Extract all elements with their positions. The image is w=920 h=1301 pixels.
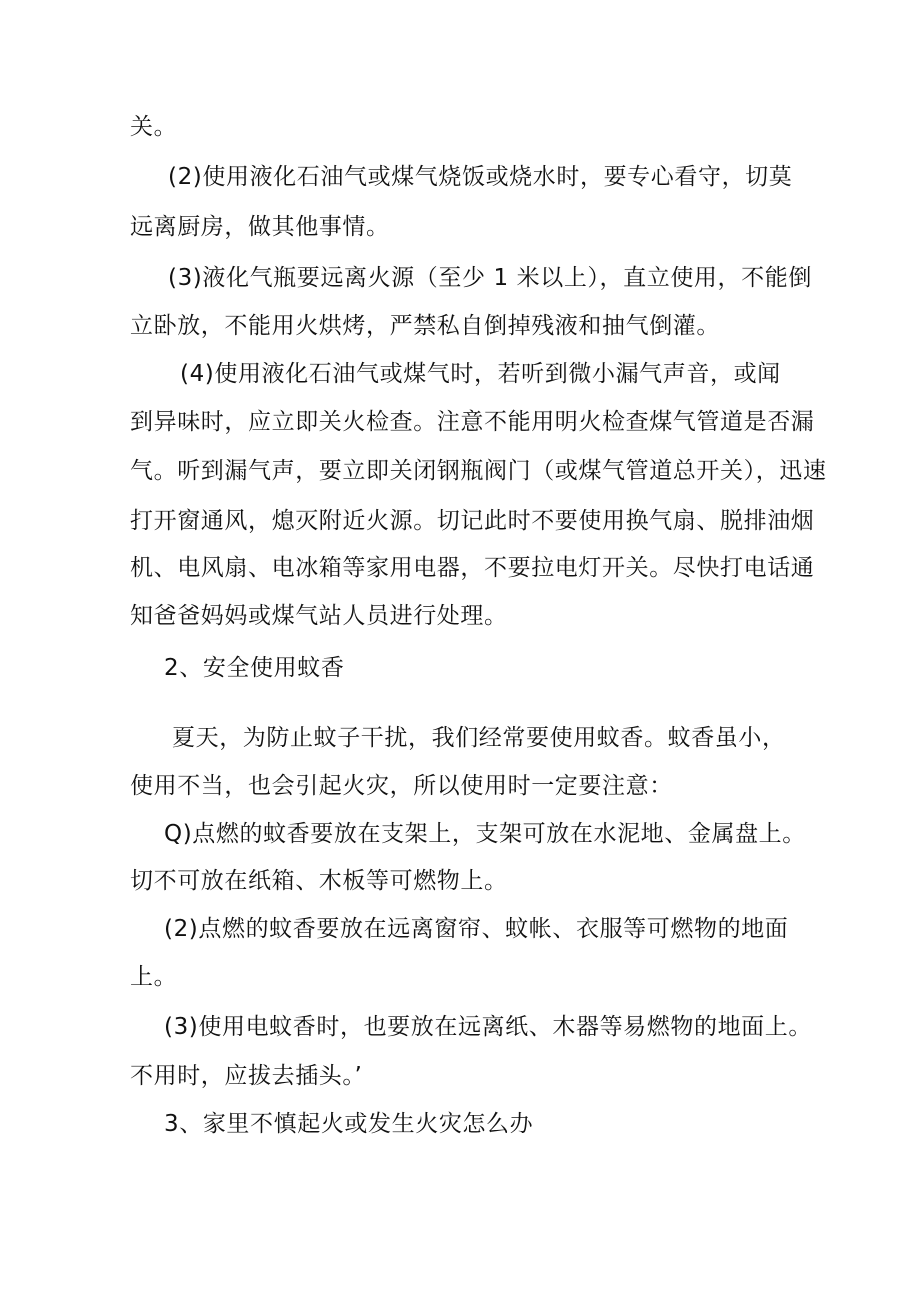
text-line: 到异味时，应立即关火检查。注意不能用明火检查煤气管道是否漏 <box>130 409 815 435</box>
text-line: 3、家里不慎起火或发生火灾怎么办 <box>164 1111 534 1137</box>
text-line: 上。 <box>130 964 178 990</box>
text-line: (2)点燃的蚊香要放在远离窗帘、蚊帐、衣服等可燃物的地面 <box>164 916 789 942</box>
text-line: Q)点燃的蚊香要放在支架上，支架可放在水泥地、金属盘上。 <box>164 821 806 847</box>
text-line: (2)使用液化石油气或煤气烧饭或烧水时，要专心看守，切莫 <box>168 164 793 190</box>
text-line: 夏天，为防止蚊子干扰，我们经常要使用蚊香。蚊香虽小， <box>172 725 786 751</box>
text-line: 打开窗通风，熄灭附近火源。切记此时不要使用换气扇、脱排油烟 <box>130 508 815 534</box>
text-line: 切不可放在纸箱、木板等可燃物上。 <box>130 868 508 894</box>
text-line: 关。 <box>130 114 178 140</box>
text-line: 气。听到漏气声，要立即关闭钢瓶阀门（或煤气管道总开关），迅速 <box>130 458 827 484</box>
text-line: 机、电风扇、电冰箱等家用电器，不要拉电灯开关。尽快打电话通 <box>130 555 815 581</box>
text-line: 远离厨房，做其他事情。 <box>130 214 390 240</box>
text-line: 立卧放，不能用火烘烤，严禁私自倒掉残液和抽气倒灌。 <box>130 313 720 339</box>
text-line: (4)使用液化石油气或煤气时，若听到微小漏气声音，或闻 <box>180 361 781 387</box>
text-line: (3)液化气瓶要远离火源（至少 1 米以上），直立使用，不能倒 <box>168 265 812 291</box>
text-line: 知爸爸妈妈或煤气站人员进行处理。 <box>130 603 508 629</box>
text-line: 不用时，应拔去插头。’ <box>130 1063 363 1089</box>
text-line: (3)使用电蚊香时，也要放在远离纸、木器等易燃物的地面上。 <box>164 1014 812 1040</box>
text-line: 2、安全使用蚊香 <box>164 655 345 681</box>
text-line: 使用不当，也会引起火灾，所以使用时一定要注意： <box>130 773 673 799</box>
